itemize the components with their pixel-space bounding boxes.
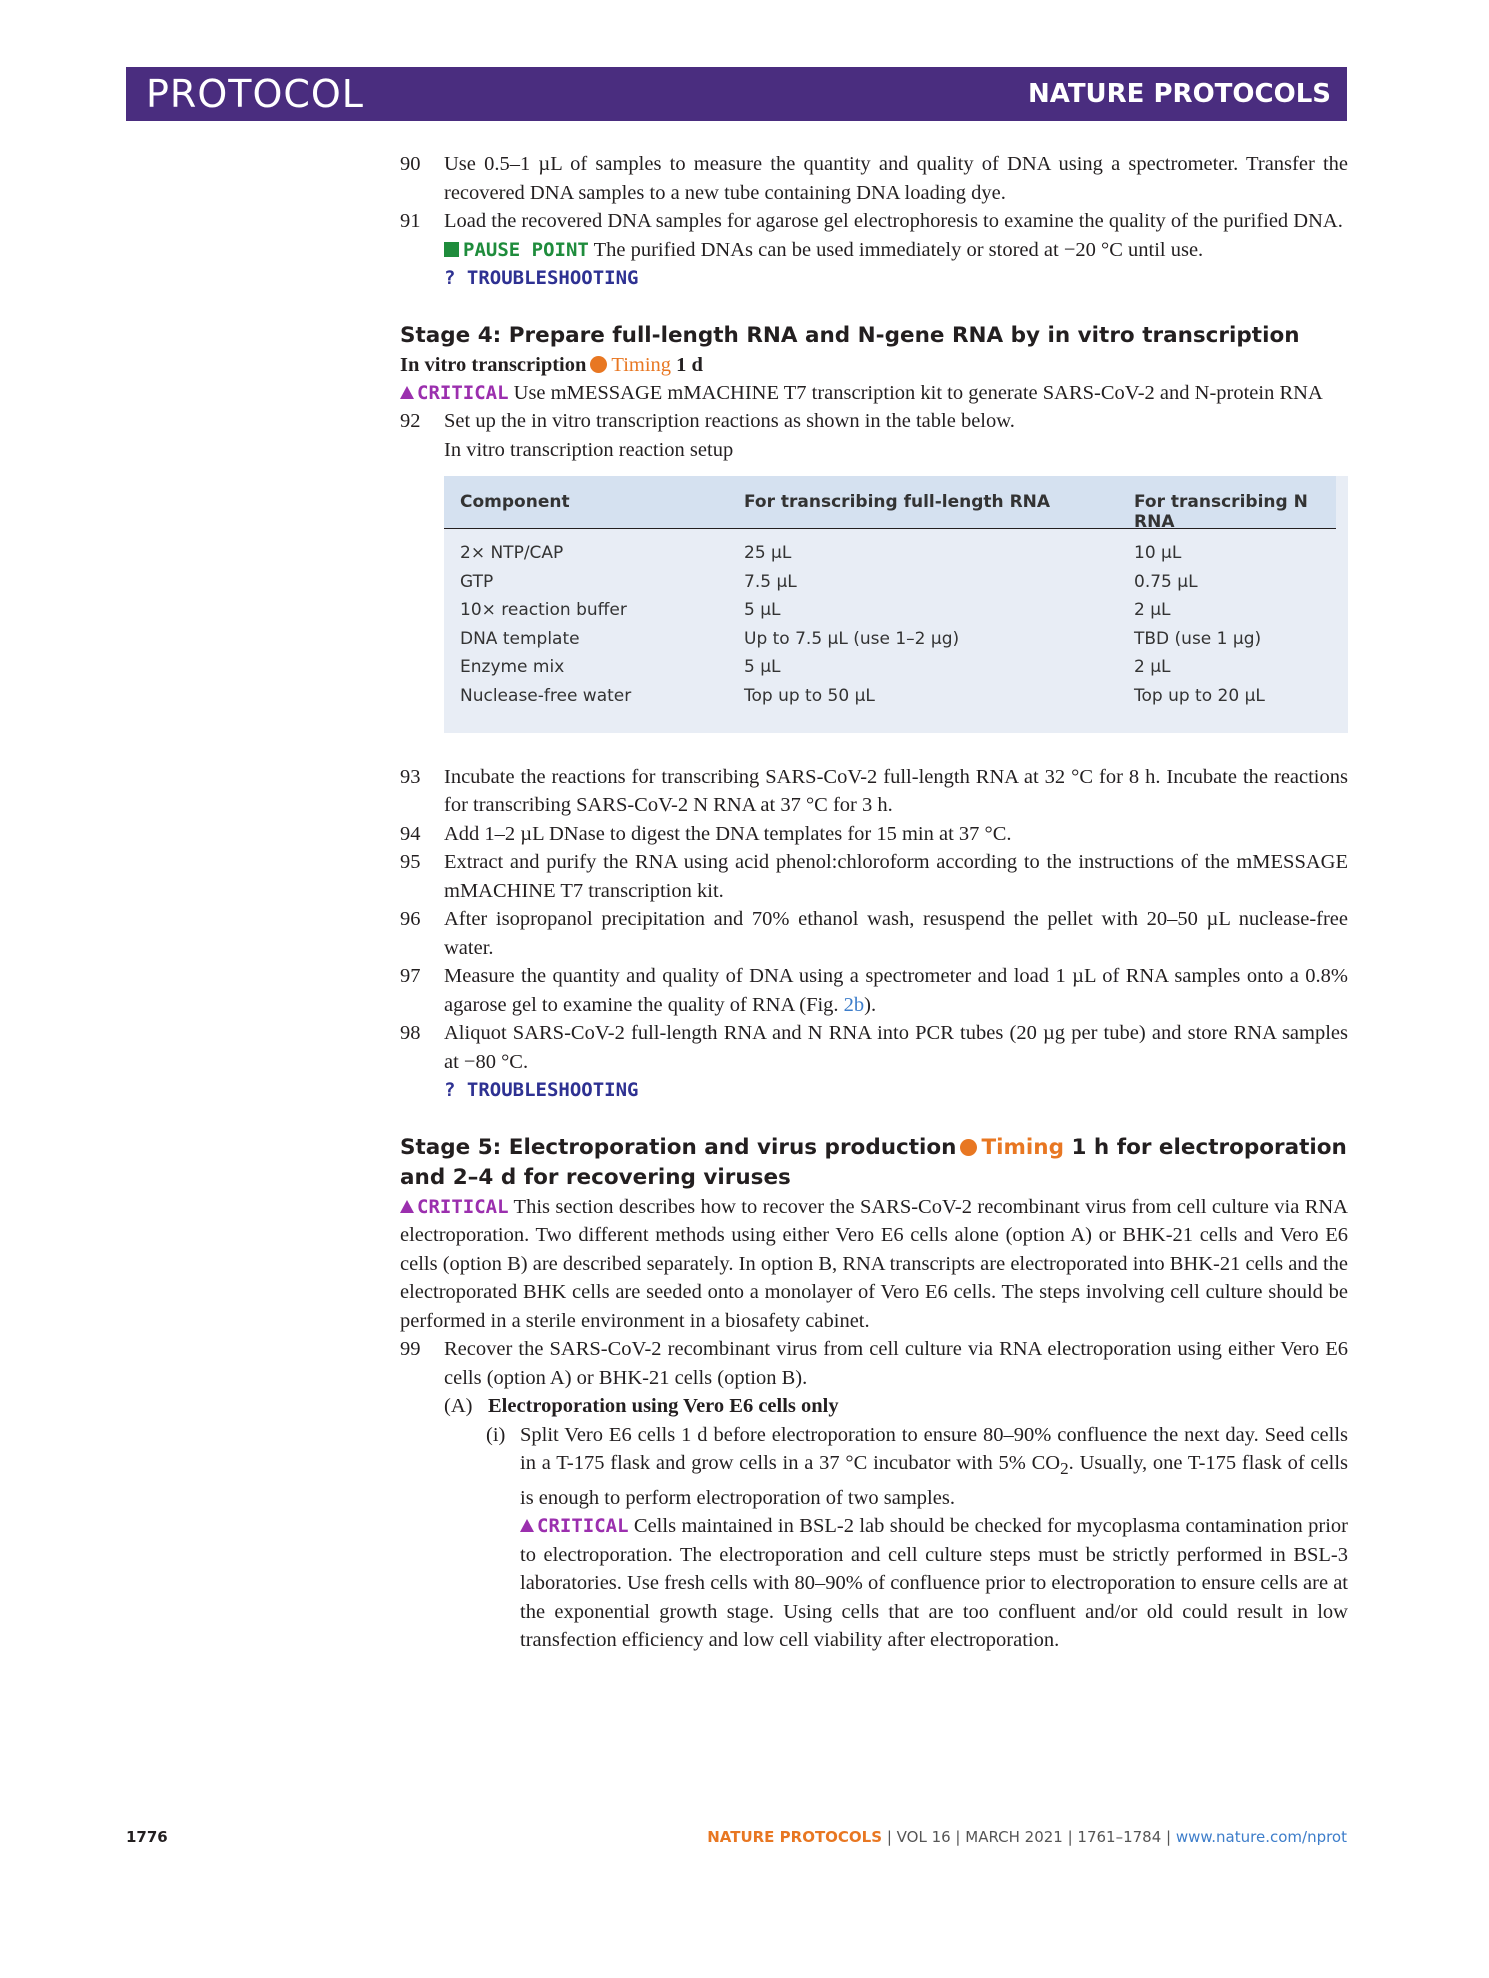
step-text: Add 1–2 µL DNase to digest the DNA templates for 15 min at 37 °C. <box>444 822 1012 845</box>
pause-text: The purified DNAs can be used immediately or stored at −20 °C until use. <box>588 238 1204 261</box>
table-cell: 10 µL <box>1134 543 1182 563</box>
main-content <box>400 150 1348 1655</box>
stage-5-critical <box>400 1193 1348 1336</box>
timing-dot-icon <box>590 356 607 373</box>
footer-citation <box>707 1828 1347 1846</box>
table-row <box>444 682 1348 711</box>
timing-label: Timing <box>611 353 672 376</box>
substep-number: (i) <box>486 1423 506 1446</box>
step-98 <box>400 1019 1348 1105</box>
critical-triangle-icon <box>400 386 414 399</box>
table-cell: 2 µL <box>1134 657 1171 678</box>
critical-label: CRITICAL <box>417 381 509 404</box>
step-95 <box>400 848 1348 905</box>
section-label: PROTOCOL <box>146 72 364 116</box>
step-number: 92 <box>400 410 421 432</box>
footer-url[interactable]: www.nature.com/nprot <box>1175 1828 1347 1846</box>
critical-text: Use mMESSAGE mMACHINE T7 transcription kit to generate SARS-CoV-2 and N-protein RNA <box>508 381 1323 404</box>
pause-label: PAUSE POINT <box>463 238 589 261</box>
table-row <box>444 596 1348 625</box>
text-part: Measure the quantity and quality of DNA using a spectrometer and load 1 µL of RNA samples onto a 0.8% agarose gel to examine the quality of RNA (Fig. <box>444 965 1348 1016</box>
table-cell: 0.75 µL <box>1134 571 1198 592</box>
step-number: 91 <box>400 210 421 232</box>
stage-4-subheading <box>400 351 1348 379</box>
transcription-table <box>444 476 1348 733</box>
step-90 <box>400 150 1348 207</box>
timing-label: Timing <box>981 1134 1064 1160</box>
subheading-text: In vitro transcription <box>400 353 587 376</box>
pause-point <box>444 236 1348 265</box>
critical-text: Cells maintained in BSL-2 lab should be checked for mycoplasma contamination prior to electroporation. The electroporation and cell culture steps must be strictly performed in BSL-3 laboratories. Use fresh cells with 80–90% of confluence prior to electroporation to ensure cells are at the exponential growth stage. Using cells that are too confluent and/or old could result in low transfection efficiency and low cell viability after electroporation. <box>520 1515 1348 1652</box>
step-text: Recover the SARS-CoV-2 recombinant virus from cell culture via RNA electroporation using either Vero E6 cells (option A) or BHK-21 cells (option B). <box>444 1338 1348 1389</box>
timing-dot-icon <box>960 1139 977 1156</box>
step-number: 97 <box>400 965 421 988</box>
journal-name: NATURE PROTOCOLS <box>1027 79 1331 109</box>
table-cell: Top up to 50 µL <box>744 685 875 706</box>
footer-volume: | VOL 16 | MARCH 2021 | 1761–1784 | <box>882 1828 1176 1846</box>
step-99 <box>400 1335 1348 1392</box>
step-97 <box>400 962 1348 1019</box>
table-row <box>444 625 1348 654</box>
stage-title-text: Stage 5: Electroporation and virus production <box>400 1134 957 1160</box>
table-header-cell: For transcribing N RNA <box>1134 492 1308 532</box>
critical-label: CRITICAL <box>537 1515 629 1538</box>
step-number: 99 <box>400 1338 421 1361</box>
table-cell: 5 µL <box>744 657 781 678</box>
stage-5-title <box>400 1133 1348 1193</box>
stage-4-critical <box>400 379 1348 408</box>
subscript: 2 <box>1060 1459 1069 1479</box>
figure-link[interactable]: 2b <box>843 993 865 1016</box>
table-cell: 25 µL <box>744 543 792 563</box>
timing-value: 1 d <box>671 353 703 376</box>
text-part: . Usually, one T-175 flask of cells is enough to perform electroporation of two samples. <box>520 1452 1348 1509</box>
substep-i <box>400 1421 1348 1513</box>
table-cell: 2× NTP/CAP <box>460 543 564 563</box>
table-cell: Top up to 20 µL <box>1134 685 1265 706</box>
step-number: 94 <box>400 822 421 845</box>
critical-label: CRITICAL <box>417 1195 509 1218</box>
table-cell: Up to 7.5 µL (use 1–2 µg) <box>744 628 960 649</box>
table-cell: TBD (use 1 µg) <box>1134 628 1262 649</box>
stage-title-text: 1 h for electroporation and 2–4 d for recovering viruses <box>400 1134 1347 1190</box>
critical-triangle-icon <box>400 1200 414 1213</box>
step-93 <box>400 763 1348 820</box>
step-text: Extract and purify the RNA using acid phenol:chloroform according to the instructions of the mMESSAGE mMACHINE T7 transcription kit. <box>444 851 1348 902</box>
step-number: 93 <box>400 765 421 788</box>
substep-text <box>520 1421 1348 1513</box>
step-text <box>444 962 1348 1019</box>
stage-4-title: Stage 4: Prepare full-length RNA and N-gene RNA by in vitro transcription <box>400 322 1300 348</box>
step-text: After isopropanol precipitation and 70% ethanol wash, resuspend the pellet with 20–50 µL nuclease-free water. <box>444 908 1348 959</box>
table-cell: 10× reaction buffer <box>460 600 627 621</box>
step-text: Set up the in vitro transcription reactions as shown in the table below. <box>444 410 1015 432</box>
step-number: 95 <box>400 851 421 874</box>
step-number: 90 <box>400 153 421 175</box>
step-text: Use 0.5–1 µL of samples to measure the quantity and quality of DNA using a spectrometer. Transfer the recovered DNA samples to a new tube containing DNA loading dye. <box>444 153 1348 204</box>
option-title: Electroporation using Vero E6 cells only <box>488 1395 839 1418</box>
step-96 <box>400 905 1348 962</box>
step-text: Load the recovered DNA samples for agarose gel electrophoresis to examine the quality of the purified DNA. <box>444 210 1343 232</box>
option-a-heading <box>400 1392 1348 1421</box>
table-cell: 2 µL <box>1134 600 1171 621</box>
step-92 <box>400 407 1348 464</box>
table-cell: GTP <box>460 571 494 592</box>
page-number: 1776 <box>126 1828 168 1846</box>
table-header-cell: Component <box>460 492 570 512</box>
step-91 <box>400 207 1348 293</box>
step-94 <box>400 820 1348 849</box>
table-header-cell: For transcribing full-length RNA <box>744 492 1051 512</box>
table-header-row <box>444 476 1336 532</box>
table-cell: 7.5 µL <box>744 571 797 592</box>
text-part: Split Vero E6 cells 1 d before electroporation to ensure 80–90% confluence the next day. Seed cells in a T-175 flask and grow cells in a 37 °C incubator with 5% CO <box>520 1423 1348 1475</box>
table-cell: DNA template <box>460 628 580 649</box>
table-caption: In vitro transcription reaction setup <box>444 438 734 461</box>
critical-text: This section describes how to recover the SARS-CoV-2 recombinant virus from cell culture via RNA electroporation. Two different methods using either Vero E6 cells alone (option A) or BHK-21 cells and Vero E6 cells (option B) are described separately. In option B, RNA transcripts are electroporated into BHK-21 cells and the electroporated BHK cells are seeded onto a monolayer of Vero E6 cells. The steps involving cell culture should be performed in a sterile environment in a biosafety cabinet. <box>400 1195 1348 1332</box>
troubleshooting-link[interactable]: ? TROUBLESHOOTING <box>444 1079 639 1102</box>
pause-square-icon <box>444 242 459 257</box>
table-row <box>444 568 1348 597</box>
substep-critical <box>400 1512 1348 1655</box>
step-number: 98 <box>400 1022 421 1045</box>
footer-journal: NATURE PROTOCOLS <box>707 1828 883 1846</box>
header-banner <box>126 67 1347 121</box>
critical-triangle-icon <box>520 1519 534 1532</box>
option-number: (A) <box>444 1395 473 1418</box>
troubleshooting-link[interactable]: ? TROUBLESHOOTING <box>444 267 639 289</box>
step-number: 96 <box>400 908 421 931</box>
table-row <box>444 539 1348 568</box>
table-cell: Nuclease-free water <box>460 685 632 706</box>
table-cell: Enzyme mix <box>460 657 565 678</box>
table-cell: 5 µL <box>744 600 781 621</box>
step-text: Incubate the reactions for transcribing SARS-CoV-2 full-length RNA at 32 °C for 8 h. Incubate the reactions for transcribing SARS-CoV-2 N RNA at 37 °C for 3 h. <box>444 765 1348 817</box>
step-text: Aliquot SARS-CoV-2 full-length RNA and N RNA into PCR tubes (20 µg per tube) and store RNA samples at −80 °C. <box>444 1022 1348 1073</box>
text-part: ). <box>864 993 877 1016</box>
table-row <box>444 653 1348 682</box>
